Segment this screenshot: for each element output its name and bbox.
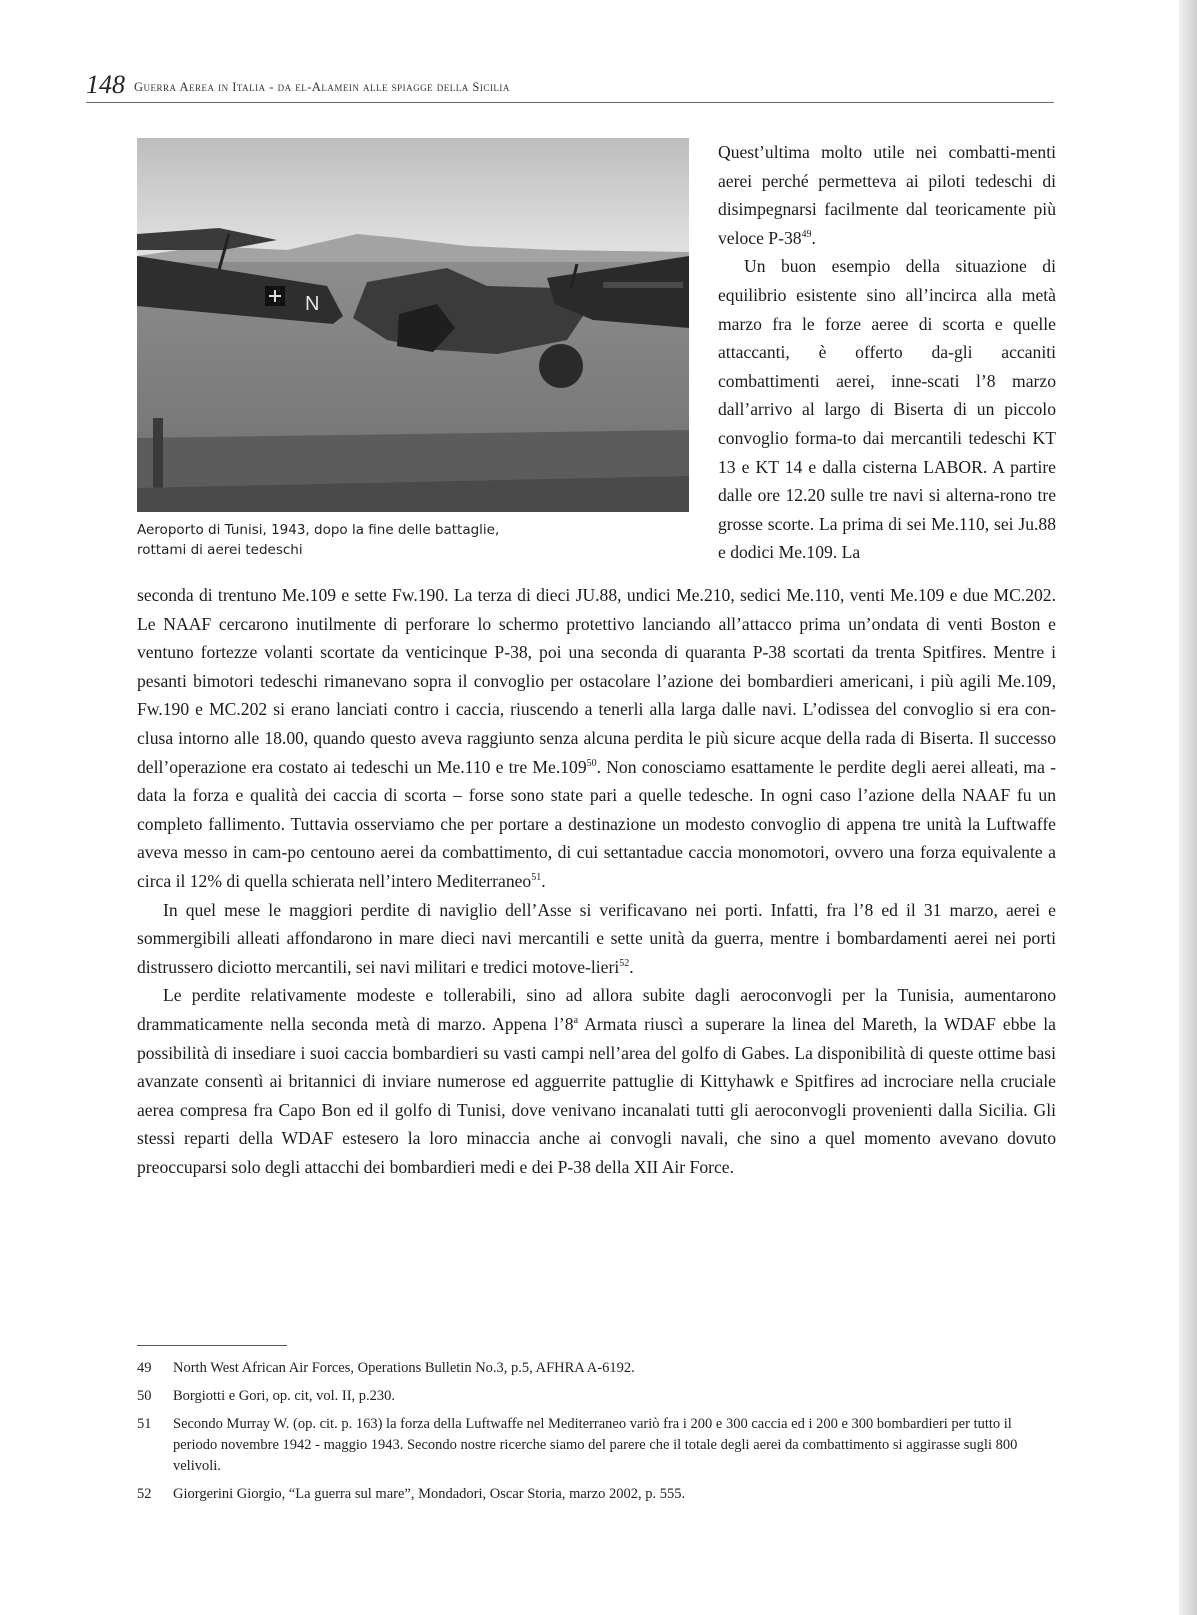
radial-engine	[539, 344, 583, 388]
text-run: In quel mese le maggiori perdite di naviglio dell’Asse si verificavano nei porti. Infatti, fra l’8 ed il 31 marzo, aerei e sommergibili alleati affondarono in mare dieci navi mercantili e sette unità da guerra, mentre i bombardamenti aerei nei porti distrussero diciotto mercantili, sei navi militari e tredici motove-lieri	[137, 899, 1056, 977]
footnote-rule	[137, 1345, 287, 1346]
footnote-number: 50	[137, 1388, 152, 1404]
caption-line-1: Aeroporto di Tunisi, 1943, dopo la fine delle battaglie,	[137, 522, 500, 538]
footnote	[137, 1484, 1056, 1505]
footnote-marker: 50	[586, 757, 597, 769]
footnote	[137, 1386, 1056, 1407]
footnotes	[137, 1358, 1056, 1512]
footnote-marker: 52	[619, 957, 630, 969]
caption-line-2: rottami di aerei tedeschi	[137, 542, 303, 558]
text-run: .	[811, 227, 816, 248]
text-run: .	[629, 956, 634, 977]
footnote-text: Secondo Murray W. (op. cit. p. 163) la forza della Luftwaffe nel Mediterraneo variò fra i 200 e 300 caccia ed i 200 e 300 bombardieri per tutto il periodo novembre 1942 - maggio 1943. Secondo nostre ricerche siamo del parere che il totale degli aerei da combattimento si aggirasse sugli 800 velivoli.	[173, 1416, 1018, 1474]
right-text-column	[718, 138, 1056, 567]
fuselage-code-letter: N	[305, 293, 320, 315]
foreground-post	[153, 418, 163, 492]
text-run: . Non conosciamo esattamente le perdite degli aerei alleati, ma - data la forza e qualità dei caccia di scorta – forse sono state pari a quelle tedesche. In ogni caso l’azione della NAAF fu un completo fallimento. Tuttavia osserviamo che per portare a destinazione un modesto convoglio di appena tre unità la Luftwaffe aveva messo in cam-po centouno aerei da combattimento, di cui settantadue caccia monomotori, ovvero una forza equivalente a circa il 12% di quella schierata nell’intero Mediterraneo	[137, 756, 1056, 891]
footnote-text: North West African Air Forces, Operations Bulletin No.3, p.5, AFHRA A-6192.	[173, 1360, 635, 1376]
footnote-marker: 49	[801, 228, 812, 240]
paragraph	[137, 981, 1056, 1181]
figure-caption	[137, 520, 557, 560]
footnote	[137, 1414, 1056, 1477]
footnote-number: 52	[137, 1486, 152, 1502]
paragraph	[137, 896, 1056, 982]
page-edge-shadow	[1179, 0, 1197, 1615]
text-run: Quest’ultima molto utile nei combatti-menti aerei perché permetteva ai piloti tedeschi di disimpegnarsi facilmente dal teoricamente più veloce P-38	[718, 142, 1056, 248]
text-run: Le perdite relativamente modeste e tollerabili, sino ad allora subite dagli aeroconvogli per la Tunisia, aumentarono drammaticamente nella seconda metà di marzo. Appena l’8	[137, 985, 1056, 1034]
page-header	[86, 72, 1054, 103]
page-number: 148	[86, 70, 125, 99]
footnote-marker: a	[573, 1015, 579, 1027]
running-title: Guerra Aerea in Italia - da el-Alamein alle spiagge della Sicilia	[134, 80, 510, 94]
footnote-number: 49	[137, 1360, 152, 1376]
text-run: .	[541, 870, 546, 891]
paragraph	[137, 581, 1056, 896]
footnote-text: Giorgerini Giorgio, “La guerra sul mare”, Mondadori, Oscar Storia, marzo 2002, p. 555.	[173, 1486, 686, 1502]
text-run: seconda di trentuno Me.109 e sette Fw.190. La terza di dieci JU.88, undici Me.210, sedici Me.110, venti Me.109 e due MC.202. Le NAAF cercarono inutilmente di perforare lo schermo protettivo lanciando all’attacco prima un’ondata di venti Boston e ventuno fortezze volanti scortate da venticinque P-38, poi una seconda di quaranta P-38 scortati da trenta Spitfires. Mentre i pesanti bimotori tedeschi rimanevano sopra il convoglio per ostacolare l’azione dei bombardieri americani, i più agili Me.109, Fw.190 e MC.202 si erano lanciati contro i caccia, riuscendo a tenerli alla larga dalle navi. L’odissea del convoglio si era con-clusa intorno alle 18.00, quando questo aveva raggiunto senza alcuna perdita le più sicure acque della rada di Biserta. Il successo dell’operazione era costato ai tedeschi un Me.110 e tre Me.109	[137, 585, 1056, 777]
body-text	[137, 581, 1056, 1181]
paragraph: Un buon esempio della situazione di equilibrio esistente sino all’incirca alla metà marzo fra le forze aeree di scorta e quelle attaccanti, è offerto da-gli accaniti combattimenti aerei, inne-scati l’8 marzo dall’arrivo al largo di Biserta di un piccolo convoglio forma-to dai mercantili tedeschi KT 13 e KT 14 e dalla cisterna LABOR. A partire dalle ore 12.20 sulle tre navi si alterna-rono tre grosse scorte. La prima di sei Me.110, sei Ju.88 e dodici Me.109. La	[718, 256, 1056, 563]
airfield-wreckage-photo	[137, 138, 689, 512]
text-run: Armata riuscì a superare la linea del Mareth, la WDAF ebbe la possibilità di insediare i suoi caccia bombardieri su vasti campi nell’area del golfo di Gabes. La disponibilità di queste ottime basi avanzate consentì ai britannici di inviare numerose ed agguerrite pattuglie di Kittyhawk e Spitfires ad incrociare nella cruciale aerea compresa fra Capo Bon ed il golfo di Tunisi, dove venivano incanalati tutti gli aeroconvogli provenienti dalla Sicilia. Gli stessi reparti della WDAF estesero la loro minaccia anche ai convogli navali, che sino a quel momento avevano dovuto preoccuparsi solo degli attacchi dei bombardieri medi e dei P-38 della XII Air Force.	[137, 1013, 1056, 1177]
paragraph	[718, 138, 1056, 252]
footnote-number: 51	[137, 1416, 152, 1432]
footnote-marker: 51	[531, 872, 542, 884]
footnote	[137, 1358, 1056, 1379]
footnote-text: Borgiotti e Gori, op. cit, vol. II, p.230.	[173, 1388, 396, 1404]
